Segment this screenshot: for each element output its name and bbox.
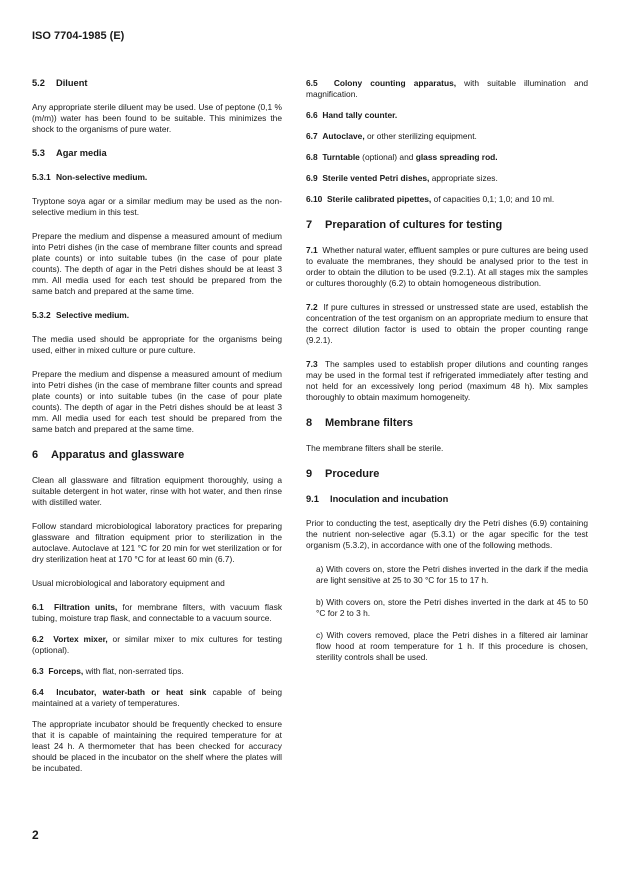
heading-5-2	[32, 78, 282, 88]
heading-5-3-1	[32, 172, 282, 182]
paragraph: Follow standard microbiological laboratory practices for preparing glassware and filtration equipment prior to sterilization in the autoclave. Autoclave at 121 °C for 20 min for wet sterilization or for dry sterilization heat at 170 °C for at least 60 min (6.7).	[32, 521, 282, 564]
item-number: 6.2	[32, 634, 44, 644]
item-title: Filtration units,	[54, 602, 118, 612]
item-title: Sterile vented Petri dishes,	[322, 173, 430, 183]
paragraph: The appropriate incubator should be frequently checked to ensure that it is capable of maintaining the required temperature for at least 24 h. A thermometer that has been checked for accuracy should be placed in the incubator on the shelf where the plates will be incubated.	[32, 719, 282, 773]
heading-5-3	[32, 148, 282, 158]
section-number: 8	[306, 417, 313, 429]
paragraph: Tryptone soya agar or a similar medium may be used as the non-selective medium in this test.	[32, 196, 282, 217]
item-6-4	[32, 687, 282, 709]
item-title: Hand tally counter.	[322, 110, 398, 120]
item-6-5	[306, 78, 588, 100]
paragraph-7-3	[306, 359, 588, 403]
item-6-2	[32, 634, 282, 656]
heading-8	[306, 417, 588, 429]
item-title: Colony counting apparatus,	[333, 78, 457, 88]
document-header: ISO 7704-1985 (E)	[32, 30, 125, 42]
item-text: appropriate sizes.	[431, 173, 498, 183]
paragraph-7-1	[306, 245, 588, 289]
item-number: 6.9	[306, 173, 318, 183]
item-text: or similar mixer to mix cultures for testing (optional).	[32, 634, 283, 655]
left-column	[32, 78, 282, 787]
heading-9	[306, 468, 588, 480]
paragraph: Usual microbiological and laboratory equipment and	[32, 578, 225, 588]
list-item: b) With covers on, store the Petri dishes inverted in the dark at 45 to 50 °C for 2 to 3 h.	[316, 597, 588, 618]
item-number: 6.4	[32, 687, 44, 697]
section-number: 9	[306, 468, 313, 480]
item-6-8	[306, 152, 588, 163]
section-title: Selective medium.	[56, 310, 130, 320]
method-list	[316, 564, 588, 663]
item-number: 6.7	[306, 131, 318, 141]
item-number: 6.3	[32, 666, 44, 676]
section-title: Non-selective medium.	[56, 172, 148, 182]
item-text: with flat, non-serrated tips.	[85, 666, 184, 676]
item-6-7	[306, 131, 588, 142]
section-number: 6	[32, 449, 39, 461]
section-number: 7	[306, 219, 313, 231]
item-title: Incubator, water-bath or heat sink	[56, 687, 207, 697]
section-title: Diluent	[56, 78, 88, 88]
item-6-1	[32, 602, 282, 624]
paragraph: Prepare the medium and dispense a measured amount of medium into Petri dishes (in the case of membrane filter counts and spread plate counts) or into suitable tubes (in the case of pour plate counts). The depth of agar in the Petri dishes should be at least 3 mm. All media used for each test should be prepared from the same batch and prepared at the same time.	[32, 231, 282, 296]
section-number: 5.3	[32, 148, 45, 158]
section-title: Inoculation and incubation	[330, 494, 449, 504]
paragraph: Prior to conducting the test, aseptically dry the Petri dishes (6.9) containing the nutrient non-selective agar (5.3.1) or the agar specific for the test organism (5.3.2), in accordance with one of the following methods.	[306, 518, 588, 550]
item-text: with suitable illumination and magnification.	[306, 78, 588, 99]
item-title: Vortex mixer,	[53, 634, 108, 644]
item-number: 6.10	[306, 194, 323, 204]
item-title: Turntable	[322, 152, 360, 162]
section-number: 9.1	[306, 494, 319, 504]
item-text: If pure cultures in stressed or unstressed state are used, establish the concentration of the test organism on an appropriate medium to ensure that the correct dilution factor is used to obtain the proper counting range (9.2.1).	[306, 302, 588, 345]
item-number: 6.8	[306, 152, 318, 162]
heading-9-1	[306, 494, 588, 504]
item-text: The samples used to establish proper dilutions and counting ranges may be used in the formal test if refrigerated immediately after testing and not held for an excessively long period (maximum 48 h). Mix samples thoroughly to obtain maximum homogeneity.	[306, 359, 588, 402]
item-text: or other sterilizing equipment.	[367, 131, 477, 141]
item-number: 6.6	[306, 110, 318, 120]
item-number: 6.1	[32, 602, 44, 612]
section-title: Membrane filters	[325, 417, 414, 429]
item-title: Forceps,	[48, 666, 84, 676]
paragraph: Clean all glassware and filtration equipment thoroughly, using a suitable detergent in hot water, rinse with hot water, and then rinse with distilled water.	[32, 475, 282, 507]
item-number: 7.1	[306, 245, 318, 255]
list-item: c) With covers removed, place the Petri dishes in a filtered air laminar flow hood at room temperature for 1 h. If this procedure is chosen, sterility controls shall be used.	[316, 630, 588, 662]
item-title-2: glass spreading rod.	[415, 152, 498, 162]
heading-7	[306, 219, 588, 231]
section-title: Apparatus and glassware	[51, 449, 185, 461]
section-title: Preparation of cultures for testing	[325, 219, 503, 231]
item-text: for membrane filters, with vacuum flask tubing, moisture trap flask, and connectable to a vacuum source.	[32, 602, 283, 623]
heading-6	[32, 449, 282, 461]
item-text: (optional) and	[362, 152, 414, 162]
item-6-6	[306, 110, 588, 121]
section-number: 5.3.1	[32, 172, 51, 182]
item-title: Autoclave,	[322, 131, 365, 141]
item-text: capable of being maintained at a variety of temperatures.	[32, 687, 282, 708]
item-number: 7.3	[306, 359, 318, 369]
paragraph: Any appropriate sterile diluent may be used. Use of peptone (0,1 % (m/m)) water has been found to be suitable. This minimizes the shock to the organisms of pure water.	[32, 102, 282, 134]
section-number: 5.3.2	[32, 310, 51, 320]
item-text: of capacities 0,1; 1,0; and 10 ml.	[433, 194, 555, 204]
item-6-9	[306, 173, 588, 184]
item-6-3	[32, 666, 282, 677]
paragraph: The media used should be appropriate for the organisms being used, either in mixed culture or pure culture.	[32, 334, 282, 355]
section-title: Procedure	[325, 468, 380, 480]
item-6-10	[306, 194, 588, 205]
section-title: Agar media	[56, 148, 107, 158]
section-number: 5.2	[32, 78, 45, 88]
item-number: 6.5	[306, 78, 318, 88]
heading-5-3-2	[32, 310, 282, 320]
paragraph-7-2	[306, 302, 588, 346]
item-number: 7.2	[306, 302, 318, 312]
right-column	[306, 78, 588, 674]
paragraph: The membrane filters shall be sterile.	[306, 443, 444, 453]
list-item: a) With covers on, store the Petri dishes inverted in the dark if the media are light sensitive at 25 to 30 °C for 15 to 17 h.	[316, 564, 588, 585]
item-title: Sterile calibrated pipettes,	[326, 194, 432, 204]
paragraph: Prepare the medium and dispense a measured amount of medium into Petri dishes (in the case of membrane filter counts and spread plate counts) or into suitable tubes (in the case of pour plate counts). The depth of agar in the Petri dishes should be at least 3 mm. All media used for each test should be prepared from the same batch and prepared at the same time.	[32, 369, 282, 434]
page-number: 2	[32, 828, 39, 842]
item-text: Whether natural water, effluent samples or pure cultures are being used to evaluate the membranes, they should be analysed prior to the test in order to obtain the dilution to be used (9.2.1). At all stages mix the samples or cultures thoroughly (6.2) to obtain homogeneous distribution.	[306, 245, 589, 288]
